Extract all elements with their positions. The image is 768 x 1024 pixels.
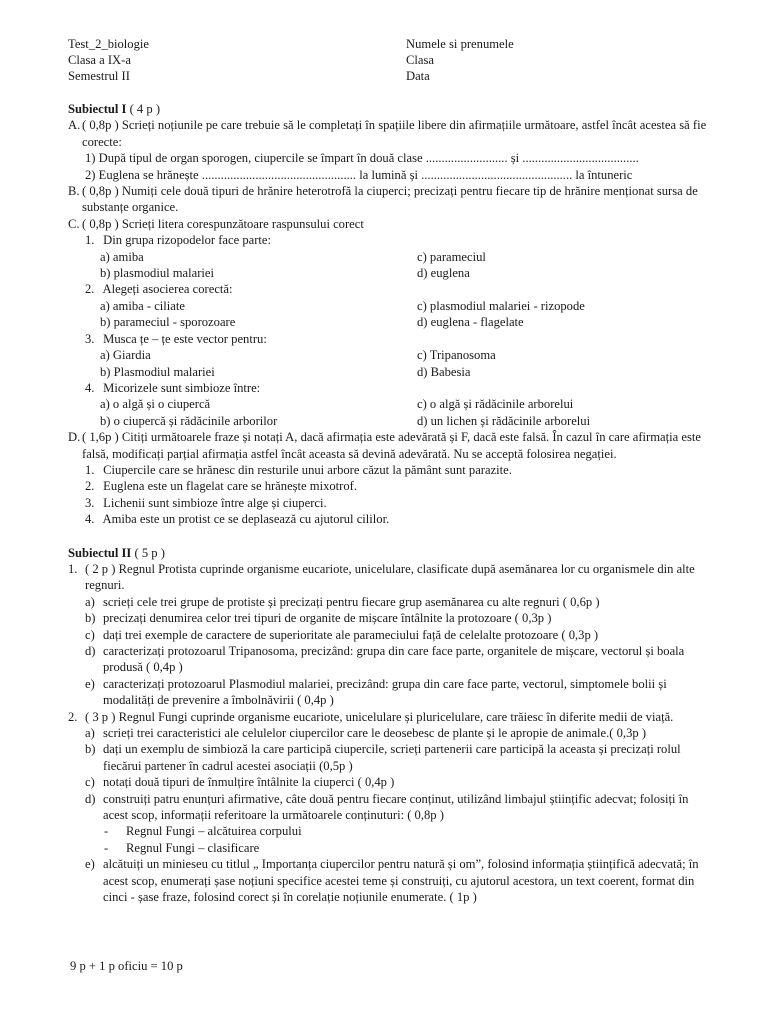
header — [68, 36, 708, 84]
item-D-4: 4. Amiba este un protist ce se deplasează cu ajutorul cililor. — [85, 512, 390, 527]
item-D-1: 1. Ciupercile care se hrănesc din resturile unui arbore căzut la pământ sunt parazite. — [85, 462, 512, 477]
test-name: Test_2_biologie — [68, 37, 149, 51]
test-page — [68, 36, 708, 906]
q1-d: d) caracterizați protozoarul Tripanosoma, precizând: grupa din care face parte, organitele de mișcare, vectorul și boala produsă ( 0,4p ) — [85, 644, 685, 675]
q1-b: b) precizați denumirea celor trei tipuri de organite de mișcare întâlnite la protozoare ( 0,3p ) — [85, 611, 552, 626]
name-label: Numele si prenumele — [406, 37, 514, 51]
question-II-2-text: ( 3 p ) Regnul Fungi cuprinde organisme eucariote, unicelulare și pluricelulare, care trăiesc în diferite medii de viață. — [85, 709, 674, 724]
q1-e: e) caracterizați protozoarul Plasmodiul malariei, precizând: grupa din care face parte, vectorul, simptomele bolii și modalități de prevenire a îmbolnăvirii ( 0,4p ) — [85, 676, 667, 708]
item-C: C. ( 0,8p ) Scrieți litera corespunzătoare raspunsului corect — [68, 216, 708, 232]
question-II-2: 2. ( 3 p ) Regnul Fungi cuprinde organisme eucariote, unicelulare și pluricelulare, care trăiesc în diferite medii de viață. — [68, 709, 708, 725]
score-footer: 9 p + 1 p oficiu = 10 p — [70, 959, 183, 973]
date-label: Data — [406, 69, 430, 83]
section-1-title: Subiectul I ( 4 p ) — [68, 102, 161, 116]
header-right — [406, 36, 514, 84]
q2-e: e) alcătuiți un minieseu cu titlul „ Importanța ciupercilor pentru natură și om”, folosind informația științifică adecvată; în acest scop, enumerați șase noțiuni specifice acestei teme și construiți, cu ajutorul acestora, un text coerent, format din cinci - șase fraze, folosind corect și în corelație noțiunile enumerate. ( 1p ) — [85, 857, 699, 905]
q2-b: b) dați un exemplu de simbioză la care participă ciupercile, scrieți partenerii care participă la aceasta și precizați rolul fiecărui partener în cadrul acestei asociații (0,5p ) — [85, 742, 681, 773]
q1-c: c) dați trei exemple de caractere de superioritate ale parameciului față de celelalte protozoare ( 0,3p ) — [85, 627, 599, 642]
item-A-sub-1: 1) După tipul de organ sporogen, ciupercile se împart în două clase .......................... și ..................................... — [85, 151, 639, 166]
item-A-text: ( 0,8p ) Scrieți noțiunile pe care trebuie să le completați în spațiile libere din afirmațiile următoare, astfel încât acestea să fie corecte: — [82, 118, 707, 149]
class-level: Clasa a IX-a — [68, 53, 131, 67]
q2-d: d) construiți patru enunțuri afirmative, câte două pentru fiecare conținut, utilizând limbajul științific adecvat; folosiți în acest scop, informații referitoare la următoarele conținuturi: ( 0,8p ) — [85, 791, 689, 823]
item-C-text: ( 0,8p ) Scrieți litera corespunzătoare raspunsului corect — [82, 216, 364, 231]
q2-c: c) notați două tipuri de înmulțire întâlnite la ciuperci ( 0,4p ) — [85, 775, 395, 790]
q2-dash-1: - Regnul Fungi – alcătuirea corpului — [104, 824, 302, 839]
item-B-text: ( 0,8p ) Numiți cele două tipuri de hrănire heterotrofă la ciuperci; precizați pentru fiecare tip de hrănire menționat sursa de substanțe organice. — [82, 184, 698, 215]
item-D-2: 2. Euglena este un flagelat care se hrănește mixotrof. — [85, 479, 358, 494]
semester: Semestrul II — [68, 69, 130, 83]
item-D-3: 3. Lichenii sunt simbioze între alge și ciuperci. — [85, 495, 327, 510]
question-II-1: 1. ( 2 p ) Regnul Protista cuprinde organisme eucariote, unicelulare, clasificate după asemănarea lor cu organismele din alte regnuri. — [68, 561, 708, 594]
question-C1: 1. Din grupa rizopodelor face parte: a) amiba c) parameciul b) plasmodiul malariei d) euglena — [85, 233, 486, 281]
item-A: A. ( 0,8p ) Scrieți noțiunile pe care trebuie să le completați în spațiile libere din afirmațiile următoare, astfel încât acestea să fie corecte: — [68, 118, 707, 149]
question-II-1-text: ( 2 p ) Regnul Protista cuprinde organisme eucariote, unicelulare, clasificate după asemănarea lor cu organismele din alte regnuri. — [85, 561, 695, 593]
header-left — [68, 36, 406, 84]
item-A-sub-2: 2) Euglena se hrănește ................................................. la lumină și ................................................ la întuneric — [85, 167, 633, 182]
section-2-title: Subiectul II ( 5 p ) — [68, 545, 165, 560]
question-C4: 4. Micorizele sunt simbioze între: a) o algă și o ciupercă c) o algă și rădăcinile arborelui b) o ciupercă și rădăcinile arborilor d) un lichen și rădăcinile arborelui — [85, 380, 591, 428]
class-label: Clasa — [406, 53, 434, 67]
item-D: D. ( 1,6p ) Citiți următoarele fraze și notați A, dacă afirmația este adevărată și F, dacă este falsă. În cazul în care afirmația este falsă, modificați parțial afirmația astfel încât aceasta să devină adevărată. Nu se acceptă folosirea negației. — [68, 429, 708, 462]
item-D-text: ( 1,6p ) Citiți următoarele fraze și notați A, dacă afirmația este adevărată și F, dacă este falsă. În cazul în care afirmația este falsă, modificați parțial afirmația astfel încât aceasta să devină adevărată. Nu se acceptă folosirea negației. — [82, 430, 701, 461]
q1-a: a) scrieți cele trei grupe de protiste și precizați pentru fiecare grup asemănarea cu alte regnuri ( 0,6p ) — [85, 594, 600, 609]
question-C3: 3. Musca țe – țe este vector pentru: a) Giardia c) Tripanosoma b) Plasmodiul malariei d) Babesia — [85, 331, 496, 379]
question-C2: 2. Alegeți asocierea corectă: a) amiba - ciliate c) plasmodiul malariei - rizopode b) parameciul - sporozoare d) euglena - flagelate — [85, 282, 585, 330]
item-B: B. ( 0,8p ) Numiți cele două tipuri de hrănire heterotrofă la ciuperci; precizați pentru fiecare tip de hrănire menționat sursa de substanțe organice. — [68, 183, 708, 216]
q2-dash-2: - Regnul Fungi – clasificare — [104, 840, 260, 855]
q2-a: a) scrieți trei caracteristici ale celulelor ciupercilor care le deosebesc de plante și le apropie de animale.( 0,3p ) — [85, 726, 647, 741]
